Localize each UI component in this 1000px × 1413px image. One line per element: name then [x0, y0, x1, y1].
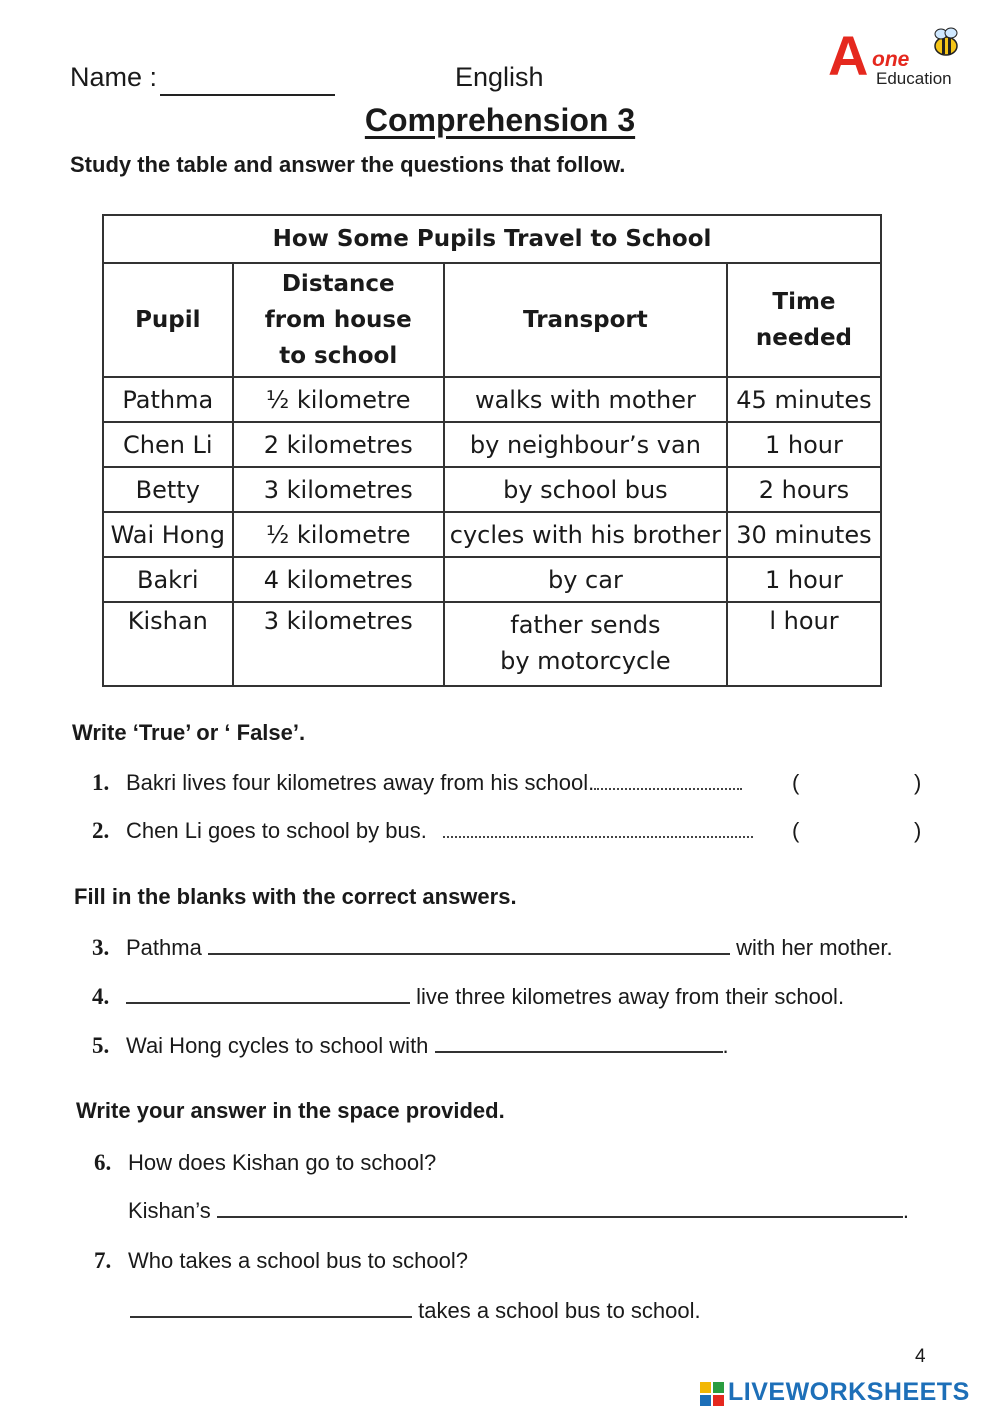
- cell-pupil: Wai Hong: [103, 512, 233, 557]
- question-text: Chen Li goes to school by bus.: [126, 818, 427, 843]
- liveworksheets-logo-icon: [700, 1382, 724, 1406]
- table-instruction: Study the table and answer the questions that follow.: [70, 152, 626, 177]
- question-text: How does Kishan go to school?: [128, 1150, 437, 1175]
- answer-end-text: takes a school bus to school.: [418, 1298, 701, 1323]
- answer-line-7: [130, 1298, 701, 1324]
- aone-education-logo: [828, 26, 968, 96]
- answer-blank-q6[interactable]: [217, 1216, 903, 1218]
- table-row: [103, 512, 881, 557]
- question-5: [92, 1033, 729, 1059]
- answer-blank-q5[interactable]: [435, 1051, 723, 1053]
- question-text-after: .: [722, 1033, 729, 1058]
- answer-line-6: [128, 1198, 909, 1224]
- cell-transport: by neighbour’s van: [444, 422, 727, 467]
- cell-distance: ½ kilometre: [233, 512, 444, 557]
- table-row: [103, 467, 881, 512]
- dotted-leader: [443, 836, 753, 838]
- cell-distance: 4 kilometres: [233, 557, 444, 602]
- cell-distance: 3 kilometres: [233, 467, 444, 512]
- question-text-after: live three kilometres away from their school.: [416, 984, 845, 1009]
- answer-end-text: .: [902, 1198, 910, 1223]
- name-blank-line[interactable]: [160, 94, 335, 96]
- question-1: [92, 770, 922, 796]
- answer-blank-q7[interactable]: [130, 1316, 412, 1318]
- table-row: [103, 377, 881, 422]
- header-transport: Transport: [444, 263, 727, 377]
- header-distance: Distance from house to school: [233, 263, 444, 377]
- cell-pupil: Chen Li: [103, 422, 233, 467]
- answer-box-q1[interactable]: [804, 768, 914, 796]
- page-number: 4: [915, 1346, 926, 1367]
- question-3: [92, 935, 893, 961]
- cell-time: 1 hour: [727, 422, 881, 467]
- cell-transport: by car: [444, 557, 727, 602]
- question-number: 3.: [92, 935, 110, 960]
- page-title: [0, 102, 1000, 139]
- cell-transport: father sends by motorcycle: [444, 602, 727, 686]
- page-title-text: Comprehension 3: [364, 102, 636, 138]
- question-number: 7.: [94, 1248, 112, 1273]
- answer-open-paren: (: [792, 770, 800, 795]
- travel-table: [102, 214, 882, 687]
- liveworksheets-wordmark: LIVEWORKSHEETS: [728, 1378, 970, 1406]
- cell-time: 2 hours: [727, 467, 881, 512]
- header-pupil: Pupil: [103, 263, 233, 377]
- question-number: 4.: [92, 984, 110, 1009]
- question-text-before: Wai Hong cycles to school with: [126, 1033, 429, 1058]
- cell-distance: 2 kilometres: [233, 422, 444, 467]
- answer-open-paren: (: [792, 818, 800, 843]
- question-number: 1.: [92, 770, 110, 795]
- answer-blank-q3[interactable]: [208, 953, 730, 955]
- question-number: 5.: [92, 1033, 110, 1058]
- question-text: Bakri lives four kilometres away from his school.: [126, 770, 595, 795]
- answer-close-paren: ): [914, 770, 922, 795]
- question-6: [94, 1150, 436, 1176]
- logo-word-education: Education: [876, 69, 952, 88]
- cell-pupil: Pathma: [103, 377, 233, 422]
- cell-pupil: Kishan: [103, 602, 233, 686]
- table-row: [103, 557, 881, 602]
- table-row: [103, 602, 881, 686]
- cell-pupil: Betty: [103, 467, 233, 512]
- cell-time: 30 minutes: [727, 512, 881, 557]
- question-text-before: Pathma: [126, 935, 202, 960]
- cell-distance: 3 kilometres: [233, 602, 444, 686]
- cell-time: 45 minutes: [727, 377, 881, 422]
- answer-blank-q4[interactable]: [126, 1002, 410, 1004]
- cell-pupil: Bakri: [103, 557, 233, 602]
- answer-close-paren: ): [914, 818, 922, 843]
- cell-time: 1 hour: [727, 557, 881, 602]
- bee-icon: [928, 26, 962, 60]
- table-row: [103, 422, 881, 467]
- table-caption: How Some Pupils Travel to School: [103, 215, 881, 263]
- header-time: Time needed: [727, 263, 881, 377]
- write-answer-instruction: Write your answer in the space provided.: [76, 1098, 505, 1123]
- question-7: [94, 1248, 468, 1274]
- logo-word-one: one: [872, 48, 910, 71]
- question-number: 2.: [92, 818, 110, 843]
- cell-transport: by school bus: [444, 467, 727, 512]
- question-text-after: with her mother.: [736, 935, 893, 960]
- cell-distance: ½ kilometre: [233, 377, 444, 422]
- answer-box-q2[interactable]: [804, 816, 914, 844]
- dotted-leader: [594, 788, 742, 790]
- fill-blanks-instruction: Fill in the blanks with the correct answers.: [74, 884, 517, 909]
- cell-time: l hour: [727, 602, 881, 686]
- question-number: 6.: [94, 1150, 112, 1175]
- question-4: [92, 984, 844, 1010]
- question-text: Who takes a school bus to school?: [128, 1248, 468, 1273]
- subject-label: English: [455, 62, 544, 92]
- true-false-instruction: Write ‘True’ or ‘ False’.: [72, 720, 306, 745]
- question-2: [92, 818, 922, 844]
- answer-start-text: Kishan’s: [128, 1198, 211, 1223]
- liveworksheets-brand: [700, 1378, 995, 1410]
- name-label: Name :: [70, 62, 158, 92]
- cell-transport: walks with mother: [444, 377, 727, 422]
- cell-transport: cycles with his brother: [444, 512, 727, 557]
- logo-letter: A: [828, 24, 869, 87]
